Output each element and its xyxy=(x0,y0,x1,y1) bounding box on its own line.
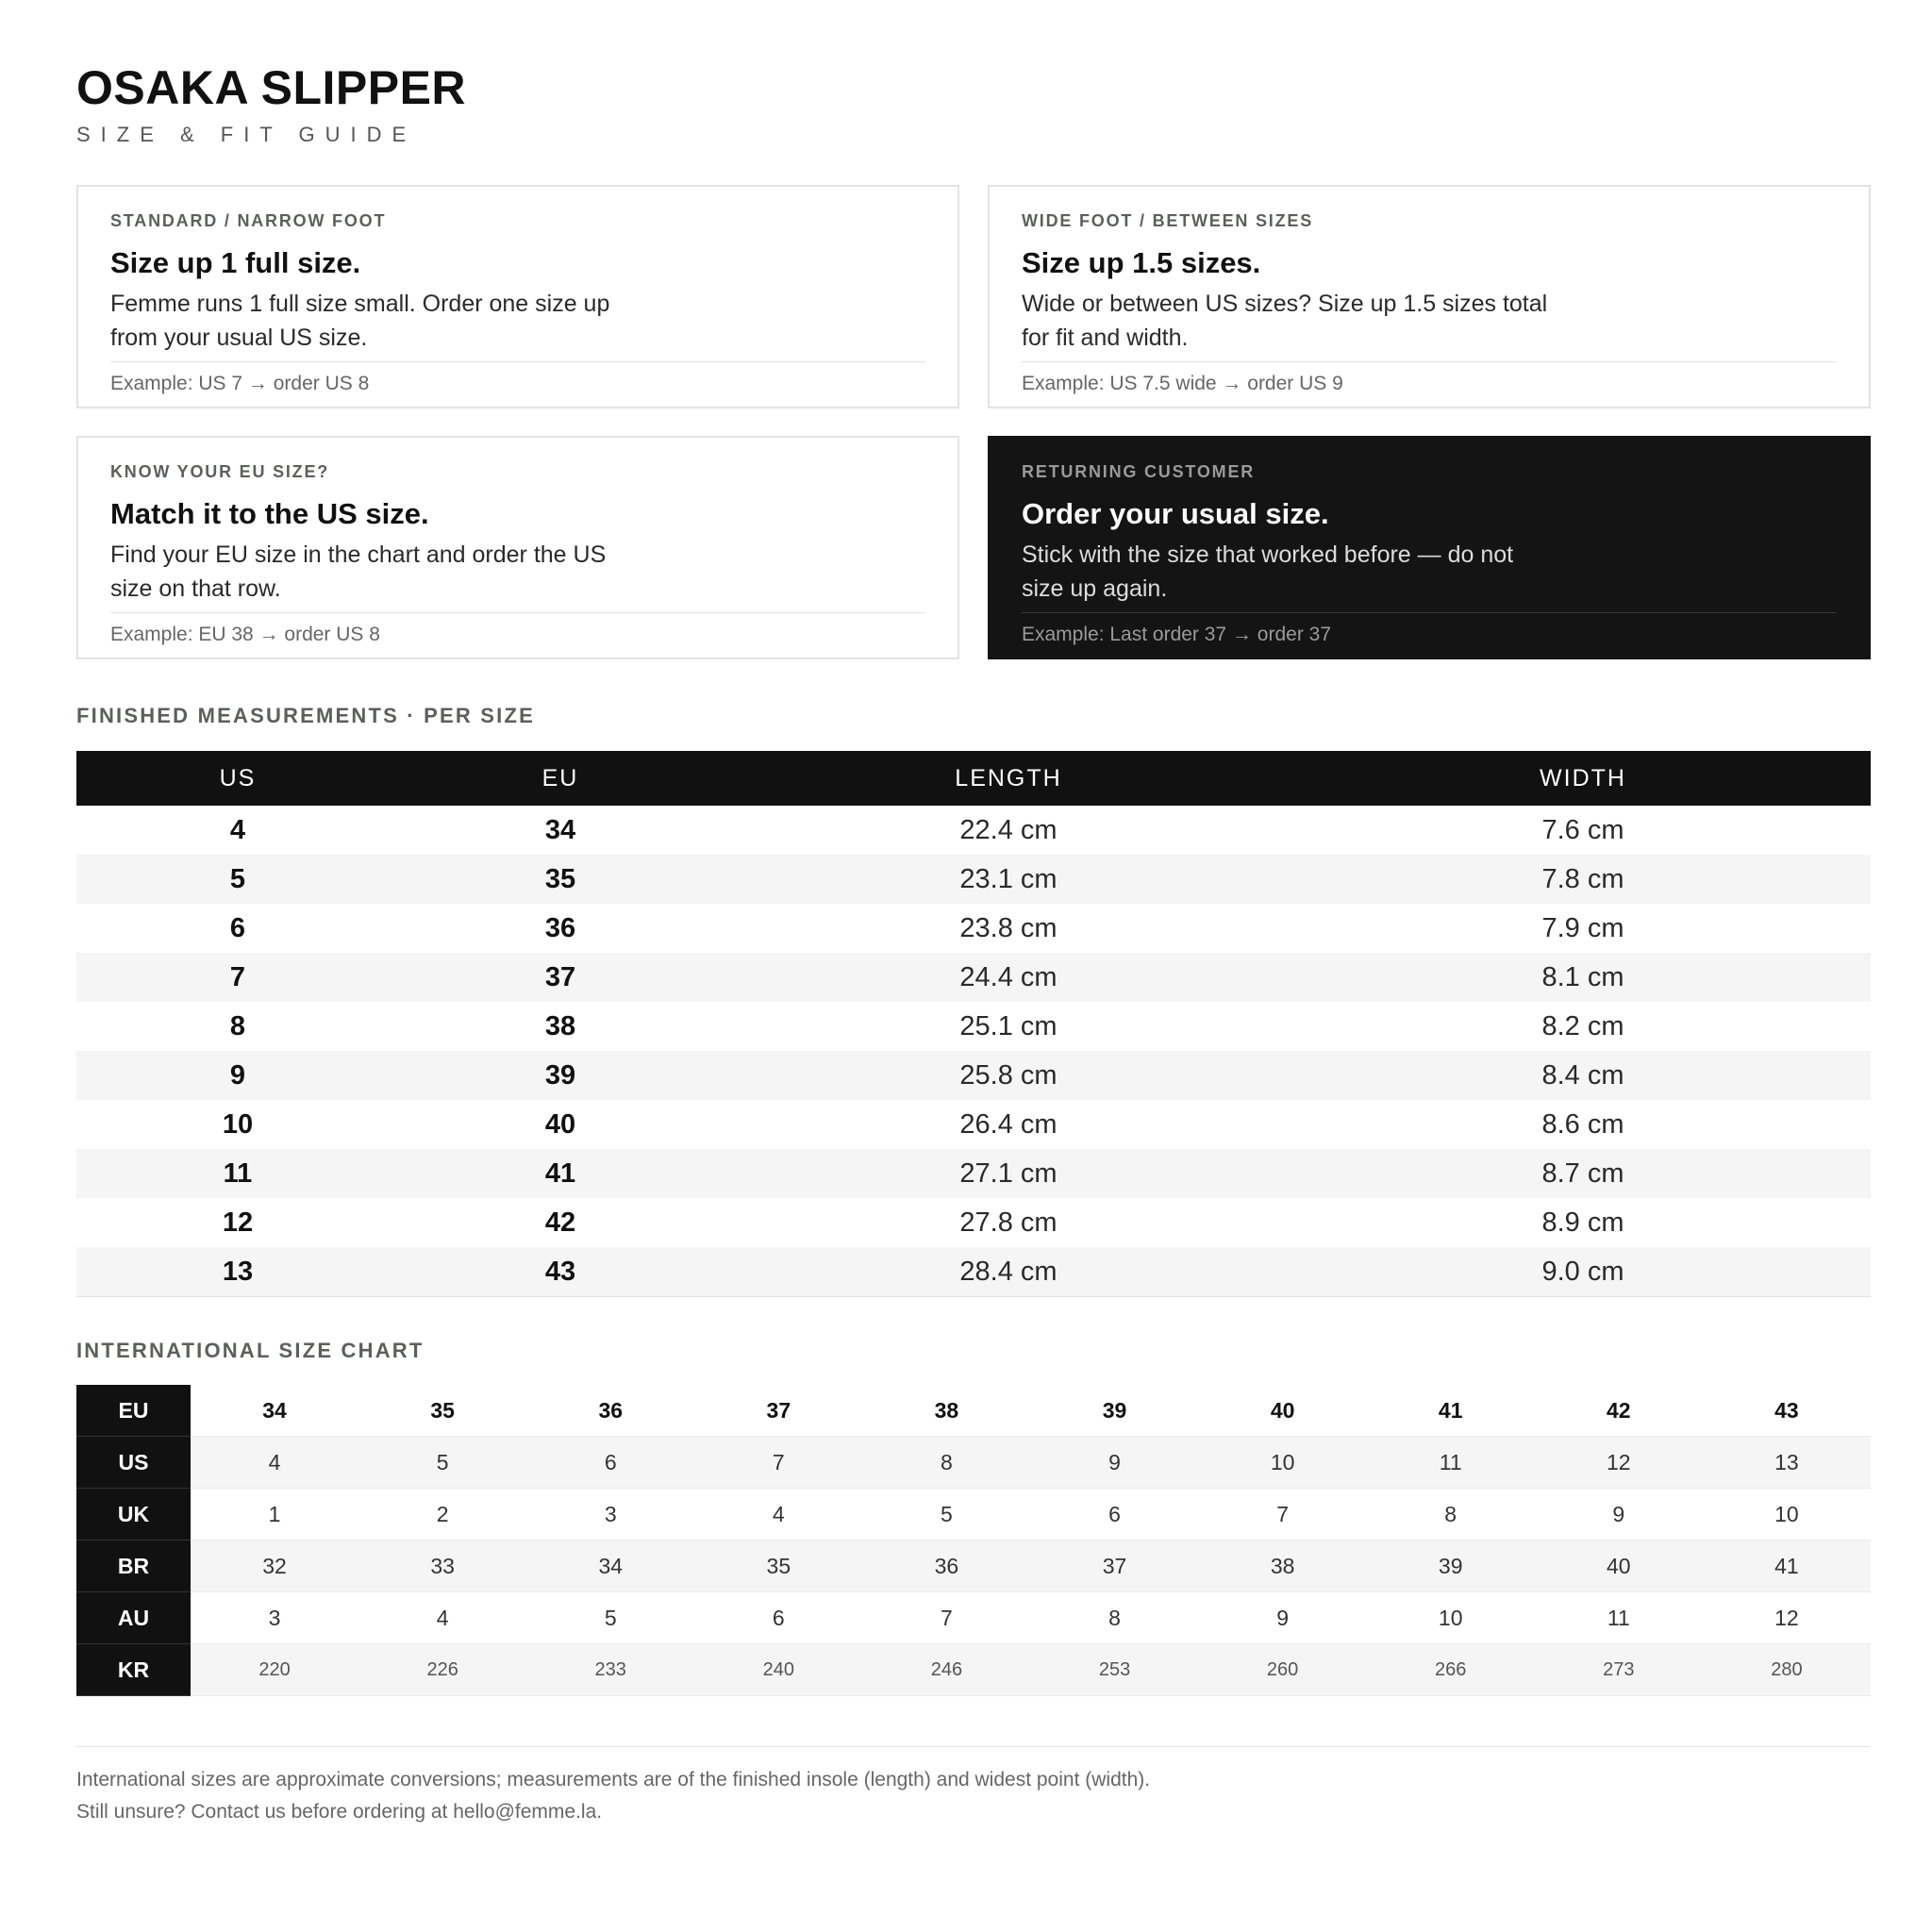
size-value-cell: 7 xyxy=(862,1592,1030,1644)
card-divider xyxy=(110,361,925,362)
size-value-cell: 3 xyxy=(191,1592,358,1644)
size-system-row-au xyxy=(76,1592,1871,1644)
size-value-cell: 5 xyxy=(358,1437,526,1489)
size-value-cell: 3 xyxy=(526,1489,694,1541)
size-value-cell: 4 xyxy=(358,1592,526,1644)
size-value-cell: 37 xyxy=(1030,1541,1198,1592)
size-value-cell: 40 xyxy=(1535,1541,1703,1592)
size-system-label: UK xyxy=(76,1489,191,1541)
cell-us: 6 xyxy=(229,912,246,943)
size-value-cell: 1 xyxy=(191,1489,358,1541)
size-system-label: KR xyxy=(76,1644,191,1696)
column-header-eu: EU xyxy=(399,751,722,806)
size-value-cell: 36 xyxy=(526,1385,694,1437)
footer-note xyxy=(76,1764,1150,1828)
cell-width: 7.6 cm xyxy=(1541,814,1624,845)
measurements-header-row xyxy=(76,751,1871,806)
size-value-cell: 33 xyxy=(358,1541,526,1592)
size-system-row-uk xyxy=(76,1489,1871,1541)
cell-eu: 40 xyxy=(544,1108,576,1140)
size-system-label: EU xyxy=(76,1385,191,1437)
cell-eu: 37 xyxy=(399,953,722,1002)
size-value-cell: 233 xyxy=(526,1644,694,1696)
table-row xyxy=(76,1247,1871,1297)
size-value-cell: 5 xyxy=(862,1489,1030,1541)
size-value-cell: 9 xyxy=(1199,1592,1367,1644)
card-eyebrow: STANDARD / NARROW FOOT xyxy=(110,211,387,230)
size-value-cell: 11 xyxy=(1535,1592,1703,1644)
size-value-cell: 8 xyxy=(1030,1592,1198,1644)
cell-us: 8 xyxy=(229,1010,246,1041)
size-value-cell: 10 xyxy=(1199,1437,1367,1489)
size-system-label: AU xyxy=(76,1592,191,1644)
footer-line-conversions: International sizes are approximate conversions; measurements are of the finished insole (length) and widest point (width). xyxy=(76,1769,1151,1790)
cell-us: 10 xyxy=(222,1108,254,1140)
size-value-cell: 39 xyxy=(1030,1385,1198,1437)
cell-eu: 43 xyxy=(399,1247,722,1297)
column-header-us: US xyxy=(76,751,399,806)
table-row xyxy=(76,1100,1871,1149)
size-value-cell: 37 xyxy=(694,1385,862,1437)
card-divider xyxy=(110,612,925,613)
size-value-cell: 6 xyxy=(526,1437,694,1489)
card-headline: Match it to the US size. xyxy=(110,497,429,530)
cell-us: 9 xyxy=(76,1051,399,1100)
cell-width: 8.7 cm xyxy=(1295,1149,1871,1198)
size-value-cell: 43 xyxy=(1703,1385,1871,1437)
table-row xyxy=(76,1149,1871,1198)
cell-width: 7.8 cm xyxy=(1295,855,1871,904)
card-example: Example: US 7 → order US 8 xyxy=(110,373,370,394)
size-value-cell: 8 xyxy=(1367,1489,1535,1541)
card-body: Wide or between US sizes? Size up 1.5 sizes total for fit and width. xyxy=(1022,291,1548,351)
size-value-cell: 32 xyxy=(191,1541,358,1592)
size-value-cell: 280 xyxy=(1703,1644,1871,1696)
size-value-cell: 41 xyxy=(1703,1541,1871,1592)
size-value-cell: 38 xyxy=(862,1385,1030,1437)
card-body: Femme runs 1 full size small. Order one size up from your usual US size. xyxy=(110,291,610,351)
cell-us: 4 xyxy=(229,814,246,845)
international-size-table xyxy=(76,1385,1871,1696)
size-value-cell: 10 xyxy=(1367,1592,1535,1644)
card-headline: Order your usual size. xyxy=(1022,497,1329,530)
table-row xyxy=(76,806,1871,855)
cell-length: 22.4 cm xyxy=(959,814,1058,845)
cell-length: 23.8 cm xyxy=(959,912,1058,943)
cell-eu: 39 xyxy=(399,1051,722,1100)
cell-width: 8.4 cm xyxy=(1295,1051,1871,1100)
size-value-cell: 41 xyxy=(1367,1385,1535,1437)
size-value-cell: 42 xyxy=(1535,1385,1703,1437)
card-standard-foot xyxy=(76,185,959,408)
cell-width: 7.9 cm xyxy=(1541,912,1624,943)
footer-line-contact: Still unsure? Contact us before ordering at hello@femme.la. xyxy=(76,1801,603,1823)
cell-length: 25.1 cm xyxy=(959,1010,1058,1041)
card-wide-foot xyxy=(988,185,1871,408)
column-header-width: WIDTH xyxy=(1295,751,1871,806)
size-system-row-eu xyxy=(76,1385,1871,1437)
cell-us: 13 xyxy=(76,1247,399,1297)
size-system-label: US xyxy=(76,1437,191,1489)
card-example: Example: US 7.5 wide → order US 9 xyxy=(1022,373,1343,394)
cell-width: 9.0 cm xyxy=(1295,1247,1871,1297)
size-value-cell: 253 xyxy=(1030,1644,1198,1696)
cell-width: 8.6 cm xyxy=(1541,1108,1624,1140)
table-row xyxy=(76,953,1871,1002)
size-value-cell: 7 xyxy=(1199,1489,1367,1541)
size-value-cell: 11 xyxy=(1367,1437,1535,1489)
cell-length: 27.8 cm xyxy=(959,1207,1058,1238)
size-value-cell: 4 xyxy=(191,1437,358,1489)
size-value-cell: 38 xyxy=(1199,1541,1367,1592)
cell-length: 28.4 cm xyxy=(722,1247,1295,1297)
cell-eu: 36 xyxy=(544,912,576,943)
size-value-cell: 12 xyxy=(1535,1437,1703,1489)
size-value-cell: 13 xyxy=(1703,1437,1871,1489)
measurements-table xyxy=(76,751,1871,1297)
cell-length: 26.4 cm xyxy=(959,1108,1058,1140)
size-value-cell: 246 xyxy=(862,1644,1030,1696)
measurements-section-label: FINISHED MEASUREMENTS · PER SIZE xyxy=(76,704,535,727)
international-section-label: INTERNATIONAL SIZE CHART xyxy=(76,1339,425,1362)
size-value-cell: 5 xyxy=(526,1592,694,1644)
size-value-cell: 6 xyxy=(694,1592,862,1644)
size-value-cell: 35 xyxy=(694,1541,862,1592)
card-body: Stick with the size that worked before — do not size up again. xyxy=(1022,541,1514,602)
size-value-cell: 39 xyxy=(1367,1541,1535,1592)
size-value-cell: 8 xyxy=(862,1437,1030,1489)
card-headline: Size up 1 full size. xyxy=(110,246,361,279)
cell-length: 23.1 cm xyxy=(722,855,1295,904)
size-value-cell: 34 xyxy=(191,1385,358,1437)
card-example: Example: Last order 37 → order 37 xyxy=(1022,624,1332,645)
page-title: OSAKA SLIPPER xyxy=(76,61,467,114)
table-row xyxy=(76,904,1871,953)
card-divider xyxy=(1022,612,1837,613)
cell-length: 27.1 cm xyxy=(722,1149,1295,1198)
card-example: Example: EU 38 → order US 8 xyxy=(110,624,380,645)
table-row xyxy=(76,1198,1871,1247)
size-value-cell: 4 xyxy=(694,1489,862,1541)
size-value-cell: 240 xyxy=(694,1644,862,1696)
card-eyebrow: RETURNING CUSTOMER xyxy=(1022,462,1256,481)
cell-eu: 34 xyxy=(544,814,576,845)
size-system-row-us xyxy=(76,1437,1871,1489)
cell-width: 8.2 cm xyxy=(1541,1010,1624,1041)
cell-us: 12 xyxy=(222,1207,254,1238)
table-row xyxy=(76,1002,1871,1051)
size-value-cell: 266 xyxy=(1367,1644,1535,1696)
card-headline: Size up 1.5 sizes. xyxy=(1022,246,1261,279)
size-value-cell: 226 xyxy=(358,1644,526,1696)
size-value-cell: 40 xyxy=(1199,1385,1367,1437)
cell-width: 8.9 cm xyxy=(1541,1207,1624,1238)
cell-eu: 41 xyxy=(399,1149,722,1198)
size-system-label: BR xyxy=(76,1541,191,1592)
card-eu-size xyxy=(76,436,959,659)
size-value-cell: 34 xyxy=(526,1541,694,1592)
card-divider xyxy=(1022,361,1837,362)
size-value-cell: 12 xyxy=(1703,1592,1871,1644)
card-returning-customer xyxy=(988,436,1871,659)
size-value-cell: 35 xyxy=(358,1385,526,1437)
size-value-cell: 273 xyxy=(1535,1644,1703,1696)
size-value-cell: 2 xyxy=(358,1489,526,1541)
size-value-cell: 6 xyxy=(1030,1489,1198,1541)
size-value-cell: 9 xyxy=(1030,1437,1198,1489)
cell-eu: 38 xyxy=(544,1010,576,1041)
size-value-cell: 7 xyxy=(694,1437,862,1489)
size-value-cell: 260 xyxy=(1199,1644,1367,1696)
footer-divider xyxy=(76,1746,1871,1747)
cell-width: 8.1 cm xyxy=(1295,953,1871,1002)
cell-eu: 35 xyxy=(399,855,722,904)
card-eyebrow: WIDE FOOT / BETWEEN SIZES xyxy=(1022,211,1314,230)
column-header-length: LENGTH xyxy=(722,751,1295,806)
table-row xyxy=(76,1051,1871,1100)
size-value-cell: 36 xyxy=(862,1541,1030,1592)
size-system-row-kr xyxy=(76,1644,1871,1696)
cell-us: 5 xyxy=(76,855,399,904)
page-subtitle: SIZE & FIT GUIDE xyxy=(76,123,417,146)
cell-length: 25.8 cm xyxy=(722,1051,1295,1100)
size-value-cell: 10 xyxy=(1703,1489,1871,1541)
table-row xyxy=(76,855,1871,904)
size-value-cell: 220 xyxy=(191,1644,358,1696)
size-value-cell: 9 xyxy=(1535,1489,1703,1541)
card-body: Find your EU size in the chart and order the US size on that row. xyxy=(110,541,607,602)
cell-length: 24.4 cm xyxy=(722,953,1295,1002)
size-system-row-br xyxy=(76,1541,1871,1592)
cell-us: 11 xyxy=(76,1149,399,1198)
card-eyebrow: KNOW YOUR EU SIZE? xyxy=(110,462,330,481)
cell-us: 7 xyxy=(76,953,399,1002)
cell-eu: 42 xyxy=(544,1207,576,1238)
